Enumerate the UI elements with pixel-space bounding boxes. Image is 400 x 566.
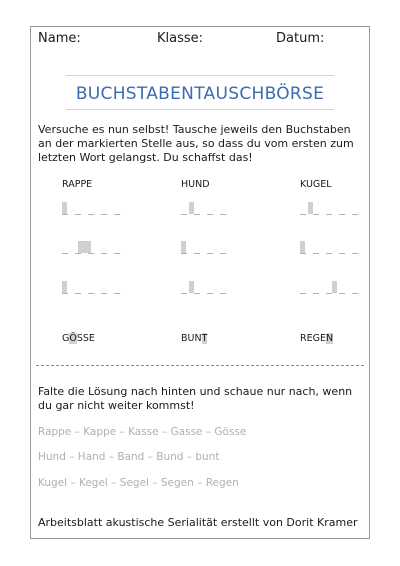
date-label: Datum: (276, 31, 325, 46)
end-word-part: G (62, 333, 70, 344)
title-box (66, 75, 334, 110)
start-word-rappe: RAPPE (62, 179, 93, 190)
blank-line: _ _ _ _ _ (300, 283, 359, 294)
solution-row-1: Rappe – Kappe – Kasse – Gasse – Gösse (38, 426, 247, 438)
worksheet-title: BUCHSTABENTAUSCHBÖRSE (75, 84, 325, 104)
end-word-highlight: Ö (69, 333, 77, 344)
instructions-text: Versuche es nun selbst! Tausche jeweils den Buchstaben an der markierten Stelle aus, so dass du vom ersten zum letzten Wort gelangst. Du schaffst das! (38, 123, 354, 164)
blank-line: _ _ _ _ _ (300, 243, 359, 254)
blank-line: _ _ _ _ _ (62, 243, 121, 254)
name-label: Name: (38, 31, 81, 46)
end-word-bunt (181, 333, 207, 344)
solution-instructions: Falte die Lösung nach hinten und schaue nur nach, wenn du gar nicht weiter kommst! (38, 385, 353, 412)
start-word-hund: HUND (181, 179, 210, 190)
blank-line: _ _ _ _ _ (300, 204, 359, 215)
end-word-part: BUN (181, 333, 202, 344)
blank-line: _ _ _ _ _ (62, 204, 121, 215)
end-word-part: SSE (76, 333, 95, 344)
end-word-highlight: T (201, 333, 208, 344)
footer-credit: Arbeitsblatt akustische Serialität erstellt von Dorit Kramer (38, 516, 358, 529)
solution-row-3: Kugel – Kegel – Segel – Segen – Regen (38, 477, 239, 489)
end-word-part: REGE (300, 333, 326, 344)
solution-row-2: Hund – Hand – Band – Bund – bunt (38, 451, 220, 463)
start-word-kugel: KUGEL (300, 179, 332, 190)
blank-line: _ _ _ _ (181, 243, 227, 254)
class-label: Klasse: (157, 31, 204, 46)
blank-line: _ _ _ _ (181, 283, 227, 294)
end-word-highlight: N (325, 333, 334, 344)
blank-line: _ _ _ _ _ (62, 283, 121, 294)
fold-line (36, 365, 364, 366)
end-word-gosse (62, 333, 95, 344)
blank-line: _ _ _ _ (181, 204, 227, 215)
end-word-regen (300, 333, 333, 344)
